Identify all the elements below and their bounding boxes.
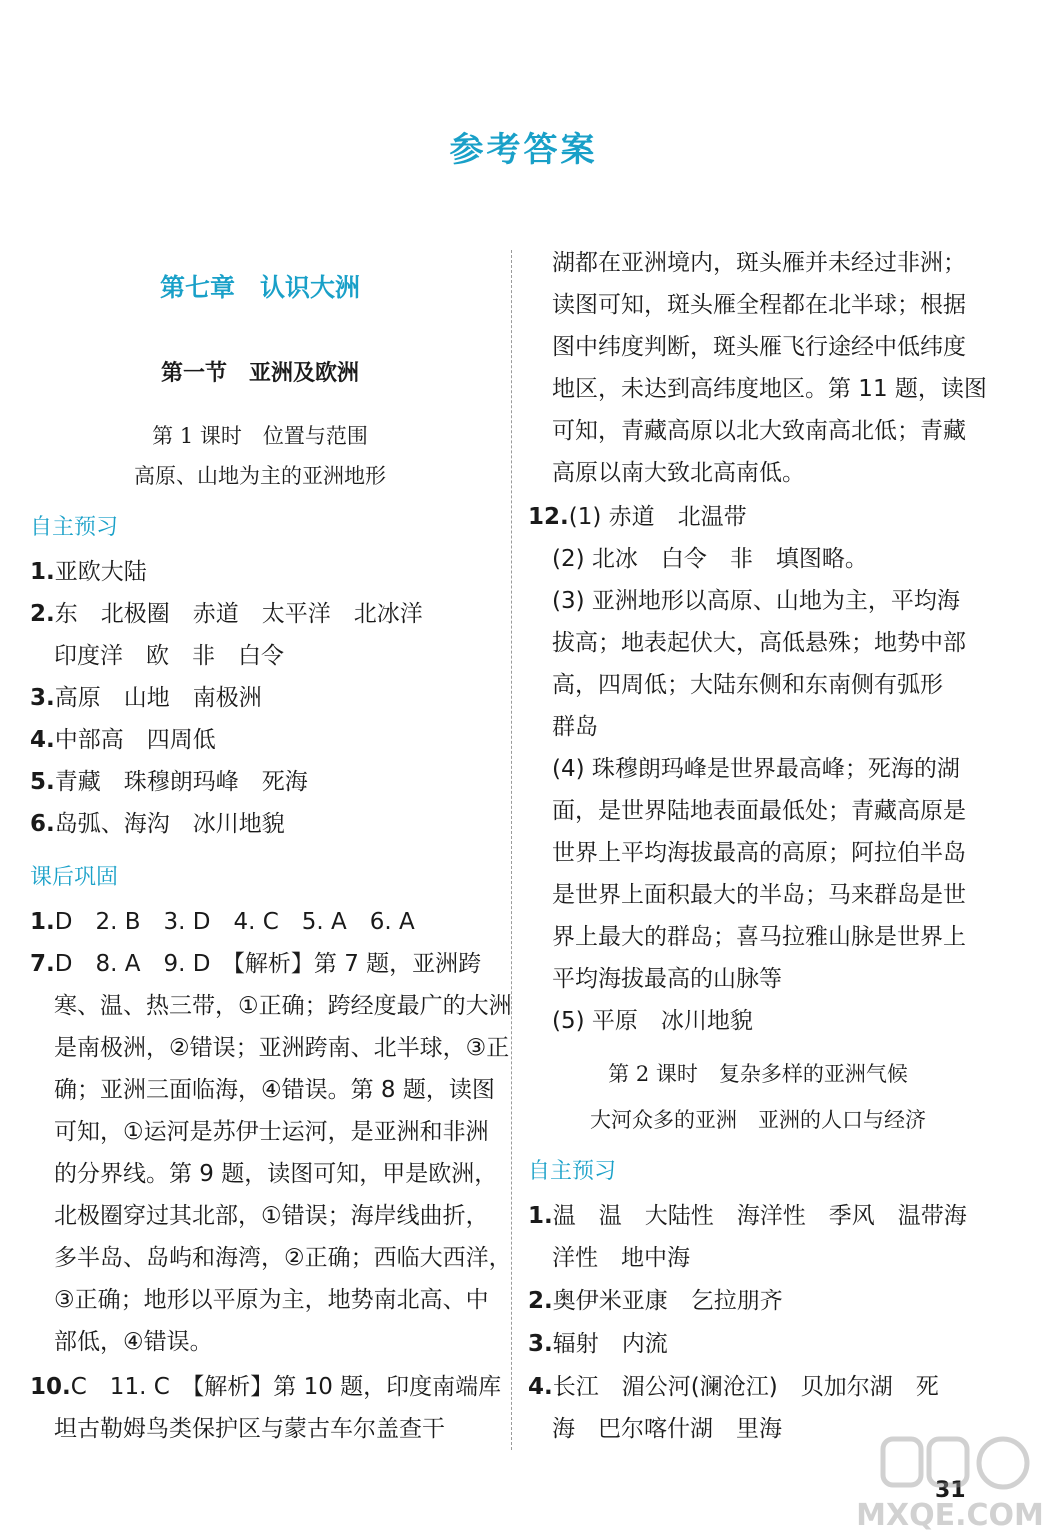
lesson1-title: 第 1 课时 位置与范围 [152, 424, 368, 448]
heading-consolidate: 课后巩固 [30, 865, 119, 890]
answer-line [30, 1117, 489, 1147]
page-number: 31 [935, 1478, 966, 1503]
answer-line [528, 922, 966, 952]
answer-text: 拔高；地表起伏大，高低悬殊；地势中部 [552, 630, 966, 656]
answer-text: 东 北极圈 赤道 太平洋 北冰洋 [54, 601, 423, 627]
answer-text: 湖都在亚洲境内，斑头雁并未经过非洲； [552, 250, 966, 276]
answer-number: 7. [30, 951, 55, 977]
answer-text: 中部高 四周低 [54, 727, 216, 753]
answer-text: 寒、温、热三带，①正确；跨经度最广的大洲 [54, 993, 512, 1019]
answer-line [528, 670, 943, 700]
heading-preview-2: 自主预习 [528, 1159, 617, 1184]
answer-line [528, 544, 868, 574]
answer-number: 3. [30, 685, 55, 711]
answer-line [30, 1201, 489, 1231]
answer-line [528, 838, 966, 868]
answer-line [30, 991, 512, 1021]
answer-line [30, 599, 423, 629]
answer-line [528, 754, 960, 784]
answer-text: 青藏 珠穆朗玛峰 死海 [54, 769, 308, 795]
answer-text: 北极圈穿过其北部，①错误；海岸线曲折， [54, 1203, 489, 1229]
answer-text: 奥伊米亚康 乞拉朋齐 [552, 1288, 783, 1314]
answer-text: 岛弧、海沟 冰川地貌 [54, 811, 285, 837]
answer-number: 3. [528, 1331, 553, 1357]
answer-text: 读图可知，斑头雁全程都在北半球；根据 [552, 292, 966, 318]
answer-line [30, 907, 415, 937]
answer-line [30, 641, 284, 671]
answer-text: 世界上平均海拔最高的高原；阿拉伯半岛 [552, 840, 966, 866]
chapter-title: 第七章 认识大洲 [159, 273, 360, 302]
answer-number: 1. [528, 1203, 553, 1229]
answer-line [30, 1327, 213, 1357]
answer-line [528, 712, 598, 742]
answer-number: 12. [528, 504, 569, 530]
lesson2-subtitle: 大河众多的亚洲 亚洲的人口与经济 [590, 1108, 926, 1132]
answer-text: 多半岛、岛屿和海湾，②正确；西临大西洋， [54, 1245, 512, 1271]
answer-text: (2) 北冰 白令 非 填图略。 [552, 546, 868, 572]
answer-text: 亚欧大陆 [54, 559, 147, 585]
lesson2-title: 第 2 课时 复杂多样的亚洲气候 [608, 1062, 908, 1086]
answer-line [30, 949, 481, 979]
answer-text: 图中纬度判断，斑头雁飞行途经中低纬度 [552, 334, 966, 360]
answer-line [528, 1201, 967, 1231]
answer-text: 洋性 地中海 [552, 1245, 690, 1271]
answer-text: 坦古勒姆鸟类保护区与蒙古车尔盖查干 [54, 1416, 445, 1442]
answer-line [30, 809, 285, 839]
answer-text: 是世界上面积最大的半岛；马来群岛是世 [552, 882, 966, 908]
answer-text: 海 巴尔喀什湖 里海 [552, 1416, 782, 1442]
answer-number: 1. [30, 559, 55, 585]
lesson1-subtitle: 高原、山地为主的亚洲地形 [134, 464, 386, 488]
answer-number: 1. [30, 909, 55, 935]
answer-line [528, 964, 782, 994]
answer-text: 是南极洲，②错误；亚洲跨南、北半球，③正 [54, 1035, 510, 1061]
watermark-text: MXQE.COM [856, 1498, 1044, 1533]
answer-text: D 2. B 3. D 4. C 5. A 6. A [54, 909, 415, 935]
answer-line [30, 1243, 512, 1273]
answer-text: 部低，④错误。 [54, 1329, 213, 1355]
answer-text: 群岛 [552, 714, 598, 740]
answer-text: 平均海拔最高的山脉等 [552, 966, 782, 992]
answer-number: 2. [528, 1288, 553, 1314]
answer-text: (3) 亚洲地形以高原、山地为主，平均海 [552, 588, 960, 614]
answer-text: 可知，①运河是苏伊士运河，是亚洲和非洲 [54, 1119, 489, 1145]
answer-line [528, 1243, 690, 1273]
answer-line [528, 332, 966, 362]
answer-text: 地区，未达到高纬度地区。第 11 题，读图 [552, 376, 987, 402]
answer-text: 面，是世界陆地表面最低处；青藏高原是 [552, 798, 966, 824]
answer-line [528, 880, 966, 910]
answer-text: C 11. C 【解析】第 10 题，印度南端库 [70, 1374, 502, 1400]
answer-line [528, 796, 966, 826]
answer-text: 高，四周低；大陆东侧和东南侧有弧形 [552, 672, 943, 698]
answer-text: ③正确；地形以平原为主，地势南北高、中 [54, 1287, 489, 1313]
answer-text: (4) 珠穆朗玛峰是世界最高峰；死海的湖 [552, 756, 960, 782]
answer-number: 2. [30, 601, 55, 627]
answer-line [30, 767, 308, 797]
answer-line [30, 557, 147, 587]
watermark-logo [855, 1435, 1045, 1535]
answer-line [30, 1033, 509, 1063]
answer-line [30, 683, 262, 713]
answer-line [30, 1075, 495, 1105]
answer-line [528, 628, 966, 658]
answer-line [30, 1159, 497, 1189]
answer-text: 温 温 大陆性 海洋性 季风 温带海 [552, 1203, 967, 1229]
heading-preview: 自主预习 [30, 515, 119, 540]
answer-text: 高原以南大致北高南低。 [552, 460, 805, 486]
answer-line [528, 1329, 668, 1359]
answer-line [528, 458, 805, 488]
answer-number: 4. [30, 727, 55, 753]
answer-text: 确；亚洲三面临海，④错误。第 8 题，读图 [54, 1077, 495, 1103]
page-title: 参考答案 [449, 130, 598, 170]
answer-text: 印度洋 欧 非 白令 [54, 643, 284, 669]
answer-line [30, 1414, 445, 1444]
answer-text: 长江 湄公河(澜沧江) 贝加尔湖 死 [552, 1374, 939, 1400]
answer-line [528, 416, 966, 446]
answer-number: 5. [30, 769, 55, 795]
answer-text: 可知，青藏高原以北大致南高北低；青藏 [552, 418, 966, 444]
answer-line [30, 1372, 501, 1402]
answer-text: 的分界线。第 9 题，读图可知，甲是欧洲， [54, 1161, 498, 1187]
section-title: 第一节 亚洲及欧洲 [160, 361, 359, 386]
answer-line [30, 1285, 489, 1315]
answer-number: 6. [30, 811, 55, 837]
answer-text: D 8. A 9. D 【解析】第 7 题，亚洲跨 [54, 951, 482, 977]
answer-line [528, 586, 960, 616]
answer-line [528, 290, 966, 320]
answer-line [30, 725, 216, 755]
answer-line [528, 502, 747, 532]
answer-line [528, 1414, 782, 1444]
answer-number: 10. [30, 1374, 71, 1400]
answer-text: (5) 平原 冰川地貌 [552, 1008, 753, 1034]
answer-line [528, 374, 987, 404]
answer-text: 高原 山地 南极洲 [54, 685, 262, 711]
answer-line [528, 1006, 753, 1036]
answer-text: 辐射 内流 [552, 1331, 668, 1357]
answer-text: (1) 赤道 北温带 [568, 504, 747, 530]
answer-number: 4. [528, 1374, 553, 1400]
answer-line [528, 248, 966, 278]
answer-line [528, 1286, 783, 1316]
answer-text: 界上最大的群岛；喜马拉雅山脉是世界上 [552, 924, 966, 950]
answer-line [528, 1372, 939, 1402]
